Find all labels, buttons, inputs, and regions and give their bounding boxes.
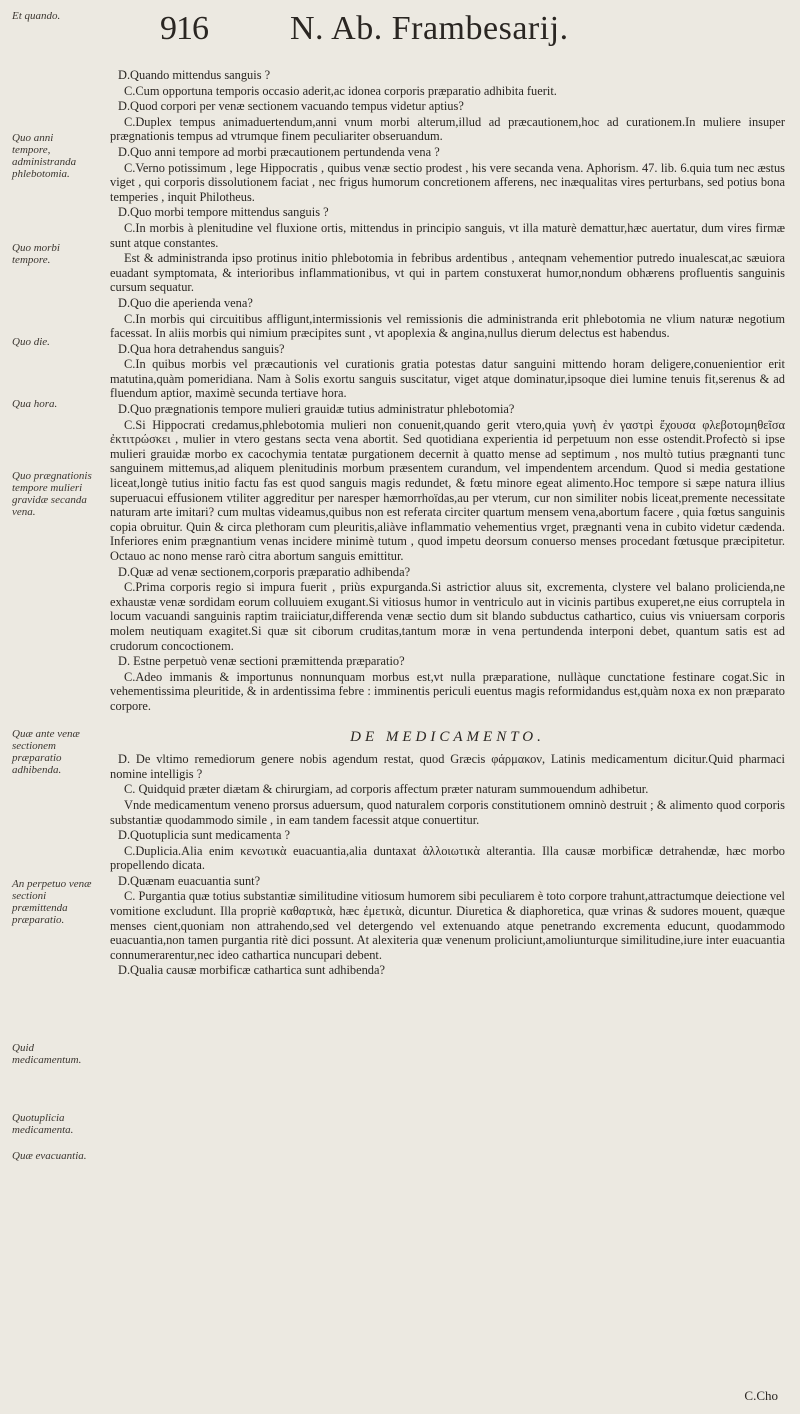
answer-paragraph: C.In morbis qui circuitibus affligunt,intermissionis vel remissionis die administranda erit phlebotomia ne vlium naturæ negotium facessat. In aliis morbis qui nimium præcipites sunt , vt apoplexia & angina,nullus dierum delectus est habendus. xyxy=(110,311,785,341)
answer-paragraph: C.Cum opportuna temporis occasio aderit,ac idonea corporis præparatio adhibita fuerit. xyxy=(124,83,557,98)
answer-paragraph: Vnde medicamentum veneno prorsus aduersum, quod naturalem corporis constitutionem omninò destruit ; & alimento quod corporis substantiæ quodammodo simile , in eam tandem facessit atque conuertitur. xyxy=(110,797,785,827)
margin-note: Quo morbi tempore. xyxy=(12,242,60,266)
answer-paragraph: C.Si Hippocrati credamus,phlebotomia mulieri non conuenit,quando gerit vtero,quia γυνὴ ἐν γαστρὶ ἔχουσα φλεβοτομηθεῖσα ἐκτιτρώσκει , mulier in vtero gestans secta vena abortit. Sed quotidiana experientia id perpetuum non esse ostendit.Profectò si ipse mulieri grauidæ morbo ex cacochymia tentatæ purgationem decernit à quatto mense ad septimum , nos multò tutius prægnanti tunc sanguinem mittemus,ad aliquem plenitudinis morbum præsentem curandum, vel impendentem arcendum. Quod si media gestatione liceat,longè tutius initio factu fas est quod sanguis magis redundet, & fœtu minore egeat alimento.Hoc tempore si sæpe natura illius superuacui effusionem vtiliter aggreditur per naresper hæmorrhoïdas,au per vterum, cur non similiter nobis liceat,premente necessitate naturam arte imitari? cum multas videamus,quibus non est referata circiter quartum mensem vena,abortum facere , quia fœtus sanguinis copia obruitur. Quin & circa plethoram cum pleuritis,aliàve inflammatio vehementius vrget, prægnanti vena in cubito videtur cædenda. Inferiores enim prægnantium venas incidere minimè tutum , quod impetu deorsum conuerso menses procedant fœtusque præcipitetur. Octauo ac nono mense rarò citra abortum sanguis emittitur. xyxy=(110,417,785,563)
margin-note: Quotuplicia medicamenta. xyxy=(12,1112,74,1136)
answer-paragraph: C. Purgantia quæ totius substantiæ similitudine vitiosum humorem sibi peculiarem è toto corpore trahunt,attractumque deiectione vel vomitione excludunt. Illa propriè καθαρτικὰ, hæc ἐμετικὰ, dicuntur. Diuretica & diaphoretica, quæ vrinas & sudores mouent, quæque menses cient,quoniam non attrahendo,sed vel detergendo vel extenuando atque penetrando excrementa educunt, quodammodo euacuantia,non tamen purgantia ritè dici possunt. At alexiteria quæ venenum proliciunt,amoliunturque similitudine,iure inter euacuantia connumerarentur,nec ideo cathartica nuncupari debent. xyxy=(110,889,785,962)
question-paragraph: D.Quo morbi tempore mittendus sanguis ? xyxy=(118,205,329,220)
answer-paragraph: C.In quibus morbis vel præcautionis vel curationis gratia potestas datur sanguini mittendo horam deligere,conuenientior erit matutina,quàm pomeridiana. Nam à Solis exortu sanguis suscitatur, viget atque dominatur,ipsoque diei lumine tenuis fit,serenus & ad fluendum aptior, maximè secunda tertiave hora. xyxy=(110,357,785,401)
margin-note: Et quando. xyxy=(12,10,61,22)
question-paragraph: D.Quod corpori per venæ sectionem vacuando tempus videtur aptius? xyxy=(118,99,464,114)
margin-note: Quæ ante venæ sectionem præparatio adhibenda. xyxy=(12,728,80,776)
page-header xyxy=(0,8,800,58)
question-paragraph: D.Quotuplicia sunt medicamenta ? xyxy=(118,828,291,843)
question-paragraph: D.Quando mittendus sanguis ? xyxy=(118,68,271,82)
margin-note: Quo die. xyxy=(12,336,50,348)
question-paragraph: D.Qua hora detrahendus sanguis? xyxy=(118,341,285,356)
margin-note: Qua hora. xyxy=(12,398,58,410)
margin-note: Quid medicamentum. xyxy=(12,1042,82,1066)
section-title: DE MEDICAMENTO. xyxy=(350,728,545,745)
question-paragraph: D.Quæ ad venæ sectionem,corporis præparatio adhibenda? xyxy=(118,564,411,579)
margin-note: Quæ evacuantia. xyxy=(12,1150,87,1162)
margin-note: Quo anni tempore, administranda phlebotomia. xyxy=(12,132,77,180)
answer-paragraph: Est & administranda ipso protinus initio phlebotomia in febribus ardentibus , anteqnam vehementior putredo inualescat,ac sæuiora euadant symptomata, & interioribus inflammationibus, vt qui in partem constuxerat humor,nondum obhærens profluentis sanguinis cursum sequatur. xyxy=(110,251,785,295)
question-paragraph: D.Quo anni tempore ad morbi præcautionem pertundenda vena ? xyxy=(118,144,440,159)
answer-paragraph: C.In morbis à plenitudine vel fluxione ortis, mittendus in principio sanguis, vt illa maturè demattur,hæc auertatur, dum vires firmæ sunt atque constantes. xyxy=(110,220,785,250)
question-paragraph: D. Estne perpetuò venæ sectioni præmittenda præparatio? xyxy=(118,654,405,669)
question-paragraph: D. De vltimo remediorum genere nobis agendum restat, quod Græcis φάρμακον, Latinis medicamentum dicitur.Quid pharmaci nomine intelligis ? xyxy=(110,752,785,781)
answer-paragraph: C.Adeo immanis & importunus nonnunquam morbus est,vt nulla præparatione, nullàque cunctatione festinare cogat.Sic in vehementissima pleuritide, & in ardentissima febre : imminentis periculi euentus magis reformidandus est,quàm noxa ex non præparato corpore. xyxy=(110,669,785,713)
answer-paragraph: C.Duplex tempus animaduertendum,anni vnum morbi alterum,illud ad præcautionem,hoc ad curationem.In muliere insuper prægnationis tempus ad vtrumque finem peculiariter obseruandum. xyxy=(110,114,785,144)
answer-paragraph: C.Verno potissimum , lege Hippocratis , quibus venæ sectio prodest , his vere secanda vena. Aphorism. 47. lib. 6.quia tum nec æstus viget , qui corporis dissolutionem faciat , nec frigus humorum concretionem afferens, nec inæqualitas vires perturbans, sed potius bona temperies , inquit Philotheus. xyxy=(110,160,785,204)
margin-note: An perpetuo venæ sectioni præmittenda præparatio. xyxy=(12,878,92,926)
answer-paragraph: C.Duplicia.Alia enim κενωτικὰ euacuantia,alia duntaxat ἀλλοιωτικὰ alterantia. Illa causæ morbificæ detrahendæ, hæc morbo propellendo dicata. xyxy=(110,843,785,873)
running-title: N. Ab. Frambesarij. xyxy=(290,10,569,47)
catchword: C.Cho xyxy=(744,1388,778,1403)
question-paragraph: D.Quo die aperienda vena? xyxy=(118,295,253,310)
answer-paragraph: C. Quidquid præter diætam & chirurgiam, ad corporis affectum præter naturam summouendum adhibetur. xyxy=(124,782,649,797)
question-paragraph: D.Quo prægnationis tempore mulieri grauidæ tutius administratur phlebotomia? xyxy=(118,402,515,417)
question-paragraph: D.Quænam euacuantia sunt? xyxy=(118,873,261,888)
body-text xyxy=(110,68,785,979)
question-paragraph: D.Qualia causæ morbificæ cathartica sunt adhibenda? xyxy=(118,963,385,978)
answer-paragraph: C.Prima corporis regio si impura fuerit , priùs expurganda.Si astrictior aluus sit, excrementa, clystere vel balano prolicienda,ne exhaustæ venæ sordidam eorum colluuiem exugant.Si vitiosus humor in ventriculo aut in vicinis partibus exuperet,ne eius corruptela in locum vacuandi sanguinis raptim traiiciatur,differenda venæ sectio dum sit blando subductus cathartico, cuius vis vniuersam corporis molem neutiquam exagitet.Si quæ sit ciborum cruditas,tantum moræ in vena pertundenda interponi debet, quantum satis est ad crudorum concoctionem. xyxy=(110,580,785,653)
page-number: 916 xyxy=(160,10,208,47)
margin-note: Quo prægnationis tempore mulieri gravidæ secanda vena. xyxy=(12,470,92,518)
